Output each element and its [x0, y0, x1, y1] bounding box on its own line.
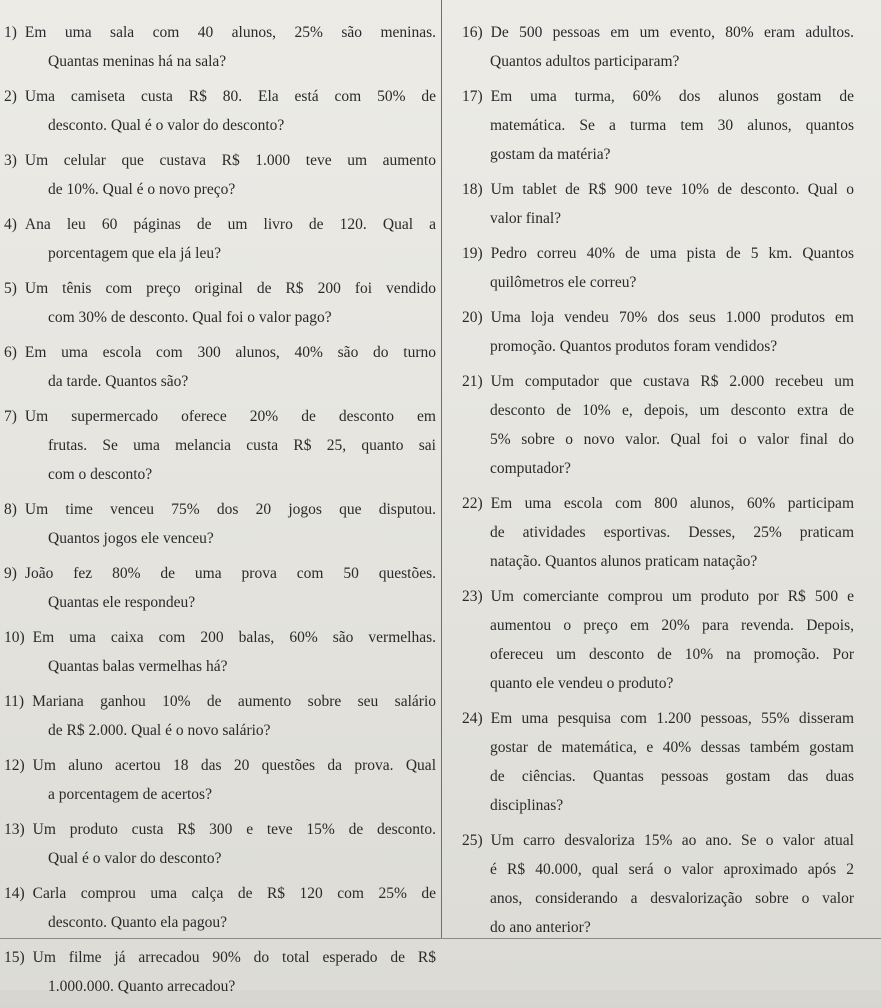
question-number: 10): [4, 629, 25, 646]
question-text-line: Um produto custa R$ 300 e teve 15% de desconto.: [32, 821, 436, 838]
question-text-line: Pedro correu 40% de uma pista de 5 km. Quantos: [490, 245, 854, 262]
question-text-line: Um comerciante comprou um produto por R$ 500 e: [490, 588, 854, 605]
question-number: 16): [462, 24, 483, 41]
right-column: [462, 18, 854, 948]
question-number: 7): [4, 408, 17, 425]
question-text-line: Quantas meninas há na sala?: [48, 53, 227, 70]
left-column: [4, 18, 436, 1007]
question-number: 21): [462, 373, 483, 390]
question-text-line: Em uma escola com 800 alunos, 60% participam: [490, 495, 854, 512]
question-1: [4, 18, 436, 76]
question-number: 18): [462, 181, 483, 198]
question-text-line: Uma loja vendeu 70% dos seus 1.000 produtos em: [490, 309, 854, 326]
question-text-line: disciplinas?: [490, 797, 564, 814]
question-text-line: Em uma caixa com 200 balas, 60% são vermelhas.: [32, 629, 436, 646]
question-text-line: da tarde. Quantos são?: [48, 373, 189, 390]
question-text-line: Em uma escola com 300 alunos, 40% são do turno: [24, 344, 436, 361]
question-text-line: Um celular que custava R$ 1.000 teve um aumento: [24, 152, 436, 169]
question-24: [462, 704, 854, 820]
question-text-line: Um tênis com preço original de R$ 200 foi vendido: [24, 280, 436, 297]
question-text-line: do ano anterior?: [490, 919, 591, 936]
question-text-line: de 10%. Qual é o novo preço?: [48, 181, 236, 198]
question-text-line: Em uma turma, 60% dos alunos gostam de: [490, 88, 854, 105]
question-number: 14): [4, 885, 25, 902]
question-text-line: de R$ 2.000. Qual é o novo salário?: [48, 722, 271, 739]
question-text-line: Em uma pesquisa com 1.200 pessoas, 55% disseram: [490, 710, 854, 727]
question-18: [462, 175, 854, 233]
question-text-line: Um carro desvaloriza 15% ao ano. Se o valor atual: [490, 832, 854, 849]
question-text-line: quanto ele vendeu o produto?: [490, 675, 674, 692]
question-text-line: de ciências. Quantas pessoas gostam das duas: [490, 768, 854, 785]
question-number: 2): [4, 88, 17, 105]
question-number: 22): [462, 495, 483, 512]
question-text-line: ofereceu um desconto de 10% na promoção. Por: [490, 646, 854, 663]
question-text-line: aumentou o preço em 20% para revenda. Depois,: [490, 617, 854, 634]
question-text-line: Um time venceu 75% dos 20 jogos que disputou.: [24, 501, 436, 518]
question-text-line: Uma camiseta custa R$ 80. Ela está com 50% de: [24, 88, 436, 105]
question-text-line: com o desconto?: [48, 466, 153, 483]
question-number: 5): [4, 280, 17, 297]
question-text-line: Em uma sala com 40 alunos, 25% são meninas.: [24, 24, 436, 41]
question-number: 17): [462, 88, 483, 105]
question-text-line: gostam da matéria?: [490, 146, 611, 163]
question-number: 3): [4, 152, 17, 169]
question-text-line: é R$ 40.000, qual será o valor aproximado após 2: [490, 861, 854, 878]
question-text-line: com 30% de desconto. Qual foi o valor pago?: [48, 309, 332, 326]
question-text-line: Quantas balas vermelhas há?: [48, 658, 228, 675]
question-20: [462, 303, 854, 361]
question-7: [4, 402, 436, 489]
question-12: [4, 751, 436, 809]
question-21: [462, 367, 854, 483]
question-text-line: gostar de matemática, e 40% dessas também gostam: [490, 739, 854, 756]
question-number: 4): [4, 216, 17, 233]
question-text-line: Quantos jogos ele venceu?: [48, 530, 214, 547]
question-text-line: natação. Quantos alunos praticam natação?: [490, 553, 758, 570]
question-13: [4, 815, 436, 873]
question-text-line: desconto de 10% e, depois, um desconto extra de: [490, 402, 854, 419]
question-number: 13): [4, 821, 25, 838]
question-text-line: de atividades esportivas. Desses, 25% praticam: [490, 524, 854, 541]
question-text-line: Um computador que custava R$ 2.000 recebeu um: [490, 373, 854, 390]
question-text-line: Quantas ele respondeu?: [48, 594, 196, 611]
question-text-line: Um aluno acertou 18 das 20 questões da prova. Qual: [32, 757, 436, 774]
question-text-line: 5% sobre o novo valor. Qual foi o valor final do: [490, 431, 854, 448]
question-text-line: Quantos adultos participaram?: [490, 53, 680, 70]
question-11: [4, 687, 436, 745]
question-25: [462, 826, 854, 942]
question-text-line: promoção. Quantos produtos foram vendidos?: [490, 338, 778, 355]
question-5: [4, 274, 436, 332]
question-14: [4, 879, 436, 937]
column-divider: [441, 0, 442, 938]
question-text-line: Ana leu 60 páginas de um livro de 120. Qual a: [24, 216, 436, 233]
question-17: [462, 82, 854, 169]
question-number: 15): [4, 949, 25, 966]
question-text-line: Um filme já arrecadou 90% do total esperado de R$: [32, 949, 436, 966]
question-23: [462, 582, 854, 698]
question-4: [4, 210, 436, 268]
question-text-line: a porcentagem de acertos?: [48, 786, 212, 803]
question-text-line: 1.000.000. Quanto arrecadou?: [48, 978, 236, 995]
question-number: 6): [4, 344, 17, 361]
question-10: [4, 623, 436, 681]
question-number: 8): [4, 501, 17, 518]
question-text-line: matemática. Se a turma tem 30 alunos, quantos: [490, 117, 854, 134]
question-number: 24): [462, 710, 483, 727]
question-text-line: Um tablet de R$ 900 teve 10% de desconto. Qual o: [490, 181, 854, 198]
question-9: [4, 559, 436, 617]
question-text-line: quilômetros ele correu?: [490, 274, 637, 291]
question-text-line: frutas. Se uma melancia custa R$ 25, quanto sai: [48, 437, 436, 454]
question-text-line: porcentagem que ela já leu?: [48, 245, 221, 262]
question-text-line: anos, considerando a desvalorização sobre o valor: [490, 890, 854, 907]
question-text-line: João fez 80% de uma prova com 50 questões.: [24, 565, 436, 582]
question-number: 12): [4, 757, 25, 774]
question-3: [4, 146, 436, 204]
question-text-line: computador?: [490, 460, 571, 477]
question-number: 25): [462, 832, 483, 849]
question-22: [462, 489, 854, 576]
question-text-line: De 500 pessoas em um evento, 80% eram adultos.: [490, 24, 854, 41]
question-text-line: Qual é o valor do desconto?: [48, 850, 222, 867]
question-number: 11): [4, 693, 25, 710]
question-8: [4, 495, 436, 553]
question-text-line: valor final?: [490, 210, 562, 227]
question-text-line: Carla comprou uma calça de R$ 120 com 25% de: [32, 885, 436, 902]
question-text-line: Mariana ganhou 10% de aumento sobre seu salário: [32, 693, 436, 710]
question-number: 19): [462, 245, 483, 262]
question-15: [4, 943, 436, 1001]
question-number: 1): [4, 24, 17, 41]
question-text-line: desconto. Qual é o valor do desconto?: [48, 117, 285, 134]
question-16: [462, 18, 854, 76]
question-text-line: Um supermercado oferece 20% de desconto em: [24, 408, 436, 425]
question-text-line: desconto. Quanto ela pagou?: [48, 914, 228, 931]
question-number: 20): [462, 309, 483, 326]
question-6: [4, 338, 436, 396]
question-number: 23): [462, 588, 483, 605]
question-19: [462, 239, 854, 297]
question-2: [4, 82, 436, 140]
question-number: 9): [4, 565, 17, 582]
